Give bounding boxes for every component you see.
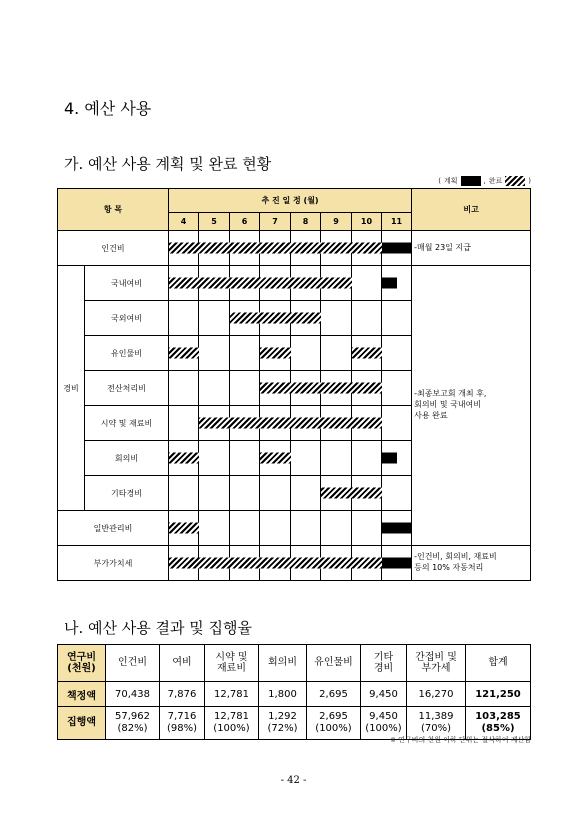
month-cell bbox=[199, 441, 230, 476]
row-label: 국내여비 bbox=[85, 266, 169, 301]
month-cell bbox=[291, 231, 321, 266]
month-cell bbox=[260, 406, 291, 441]
month-cell bbox=[321, 406, 352, 441]
row-label: 국외여비 bbox=[85, 301, 169, 336]
exec-rate: (82%) bbox=[117, 723, 148, 734]
schedule-row bbox=[58, 546, 531, 581]
month-cell bbox=[169, 406, 199, 441]
done-bar bbox=[169, 523, 199, 534]
row-label: 부가가치세 bbox=[58, 546, 169, 581]
legend-done-swatch bbox=[505, 176, 525, 186]
row-label: 일반관리비 bbox=[58, 511, 169, 546]
month-cell bbox=[291, 301, 321, 336]
month-cell bbox=[230, 371, 260, 406]
exec-row-label: 집행액 bbox=[58, 707, 106, 740]
month-cell bbox=[230, 476, 260, 511]
month-header: 8 bbox=[291, 213, 321, 231]
month-cell bbox=[382, 266, 412, 301]
month-cell bbox=[230, 511, 260, 546]
exec-rate: (70%) bbox=[420, 723, 452, 734]
month-cell bbox=[199, 476, 230, 511]
month-cell bbox=[260, 371, 291, 406]
month-cell bbox=[230, 231, 260, 266]
group-label: 경비 bbox=[58, 266, 85, 511]
month-header: 6 bbox=[230, 213, 260, 231]
month-cell bbox=[352, 511, 382, 546]
header-item: 항 목 bbox=[58, 189, 169, 231]
month-cell bbox=[352, 441, 382, 476]
month-header: 4 bbox=[169, 213, 199, 231]
schedule-row bbox=[58, 266, 531, 301]
month-header: 5 bbox=[199, 213, 230, 231]
row-label: 회의비 bbox=[85, 441, 169, 476]
month-cell bbox=[169, 336, 199, 371]
month-cell bbox=[230, 301, 260, 336]
exec-value bbox=[106, 707, 160, 740]
done-bar bbox=[169, 453, 199, 464]
month-cell bbox=[169, 511, 199, 546]
month-cell bbox=[321, 441, 352, 476]
row-label: 기타경비 bbox=[85, 476, 169, 511]
schedule-table bbox=[57, 188, 531, 581]
row-label: 인건비 bbox=[58, 231, 169, 266]
month-header: 7 bbox=[260, 213, 291, 231]
month-cell bbox=[291, 336, 321, 371]
month-cell bbox=[321, 476, 352, 511]
month-cell bbox=[260, 231, 291, 266]
month-cell bbox=[291, 371, 321, 406]
month-cell bbox=[230, 266, 260, 301]
exec-amount: 2,695 bbox=[319, 711, 348, 722]
month-cell bbox=[260, 546, 291, 581]
month-cell bbox=[321, 511, 352, 546]
month-cell bbox=[260, 511, 291, 546]
month-header: 11 bbox=[382, 213, 412, 231]
subsection-title-result: 나. 예산 사용 결과 및 집행율 bbox=[64, 619, 252, 637]
month-cell bbox=[199, 546, 230, 581]
footnote: ※ 연구비의 천원 이하 단위는 절삭하여 계산함 bbox=[390, 736, 531, 744]
section-title: 4. 예산 사용 bbox=[64, 99, 152, 118]
result-column-header: 시약 및 재료비 bbox=[205, 645, 259, 682]
month-cell bbox=[352, 266, 382, 301]
month-cell bbox=[169, 371, 199, 406]
month-cell bbox=[382, 231, 412, 266]
exec-amount: 103,285 bbox=[475, 711, 521, 722]
exec-value bbox=[259, 707, 307, 740]
month-cell bbox=[352, 336, 382, 371]
subsection-title-plan: 가. 예산 사용 계획 및 완료 현황 bbox=[64, 155, 272, 173]
plan-value: 16,270 bbox=[407, 682, 466, 707]
plan-value: 12,781 bbox=[205, 682, 259, 707]
result-column-header: 유인물비 bbox=[307, 645, 361, 682]
exec-amount: 7,716 bbox=[167, 711, 197, 722]
month-cell bbox=[321, 266, 352, 301]
plan-bar bbox=[382, 243, 412, 254]
plan-bar bbox=[382, 278, 397, 289]
month-cell bbox=[291, 476, 321, 511]
result-column-header: 기타 경비 bbox=[361, 645, 407, 682]
row-label: 전산처리비 bbox=[85, 371, 169, 406]
exec-rate: (98%) bbox=[166, 723, 198, 734]
exec-amount: 11,389 bbox=[418, 711, 454, 722]
plan-value: 1,800 bbox=[259, 682, 307, 707]
month-cell bbox=[199, 301, 230, 336]
month-cell bbox=[169, 441, 199, 476]
remark-cell bbox=[412, 231, 531, 266]
month-cell bbox=[199, 266, 230, 301]
result-column-header: 인건비 bbox=[106, 645, 160, 682]
month-cell bbox=[321, 371, 352, 406]
exec-amount: 9,450 bbox=[369, 711, 398, 722]
exec-rate: (72%) bbox=[267, 723, 298, 734]
month-cell bbox=[199, 231, 230, 266]
month-cell bbox=[291, 441, 321, 476]
remark-line: 회의비 및 국내여비 bbox=[414, 400, 482, 410]
month-cell bbox=[291, 511, 321, 546]
month-cell bbox=[382, 371, 412, 406]
month-cell bbox=[352, 476, 382, 511]
month-cell bbox=[291, 406, 321, 441]
month-cell bbox=[382, 441, 412, 476]
month-cell bbox=[352, 301, 382, 336]
month-cell bbox=[169, 266, 199, 301]
exec-rate: (100%) bbox=[213, 723, 250, 734]
exec-amount: 1,292 bbox=[268, 711, 297, 722]
exec-rate: (100%) bbox=[315, 723, 352, 734]
result-column-header: 합계 bbox=[466, 645, 531, 682]
plan-bar bbox=[382, 523, 412, 534]
month-cell bbox=[382, 336, 412, 371]
result-column-header: 여비 bbox=[160, 645, 205, 682]
plan-bar bbox=[382, 558, 412, 569]
plan-bar bbox=[382, 453, 397, 464]
month-cell bbox=[321, 336, 352, 371]
done-bar bbox=[260, 348, 291, 359]
remark-cell bbox=[412, 546, 531, 581]
month-cell bbox=[382, 476, 412, 511]
month-cell bbox=[260, 301, 291, 336]
month-cell bbox=[352, 406, 382, 441]
header-schedule: 추 진 일 정 (월) bbox=[169, 189, 412, 213]
plan-value: 9,450 bbox=[361, 682, 407, 707]
page-number: - 42 - bbox=[280, 775, 307, 786]
remark-line: -매월 23일 지급 bbox=[414, 242, 471, 252]
remark-line: 등의 10% 자동처리 bbox=[414, 563, 484, 572]
month-cell bbox=[382, 406, 412, 441]
month-cell bbox=[199, 371, 230, 406]
month-cell bbox=[260, 441, 291, 476]
month-cell bbox=[260, 266, 291, 301]
done-bar bbox=[169, 348, 199, 359]
month-cell bbox=[260, 476, 291, 511]
month-cell bbox=[382, 546, 412, 581]
legend-done-label: 완료 bbox=[488, 177, 503, 185]
month-cell bbox=[199, 406, 230, 441]
month-cell bbox=[382, 511, 412, 546]
legend-plan-label: 계획 bbox=[443, 177, 458, 185]
month-cell bbox=[169, 231, 199, 266]
month-cell bbox=[321, 546, 352, 581]
exec-value bbox=[205, 707, 259, 740]
exec-rate: (100%) bbox=[365, 723, 402, 734]
month-cell bbox=[230, 406, 260, 441]
row-label: 시약 및 재료비 bbox=[85, 406, 169, 441]
month-cell bbox=[169, 546, 199, 581]
result-column-header: 연구비 (천원) bbox=[58, 645, 106, 682]
month-cell bbox=[321, 231, 352, 266]
remark-cell bbox=[412, 266, 531, 546]
exec-value bbox=[160, 707, 205, 740]
remark-line: -최종보고회 개최 후, bbox=[414, 389, 487, 399]
plan-value: 121,250 bbox=[466, 682, 531, 707]
remark-line: -인건비, 회의비, 재료비 bbox=[414, 552, 497, 562]
exec-amount: 57,962 bbox=[115, 711, 150, 722]
legend: ( 계획 , 완료 ) bbox=[438, 177, 531, 185]
month-cell bbox=[291, 266, 321, 301]
plan-value: 7,876 bbox=[160, 682, 205, 707]
remark-line: 사용 완료 bbox=[414, 410, 448, 420]
month-cell bbox=[321, 301, 352, 336]
month-cell bbox=[352, 231, 382, 266]
month-cell bbox=[230, 336, 260, 371]
exec-value bbox=[307, 707, 361, 740]
result-column-header: 회의비 bbox=[259, 645, 307, 682]
legend-plan-swatch bbox=[461, 176, 481, 186]
done-bar bbox=[260, 453, 291, 464]
month-cell bbox=[382, 301, 412, 336]
plan-row-label: 책정액 bbox=[58, 682, 106, 707]
month-cell bbox=[230, 546, 260, 581]
header-remark: 비고 bbox=[412, 189, 531, 231]
month-header: 10 bbox=[352, 213, 382, 231]
plan-value: 2,695 bbox=[307, 682, 361, 707]
result-table bbox=[57, 644, 531, 740]
result-column-header: 간접비 및 부가세 bbox=[407, 645, 466, 682]
row-label: 유인물비 bbox=[85, 336, 169, 371]
month-cell bbox=[169, 301, 199, 336]
exec-amount: 12,781 bbox=[214, 711, 249, 722]
month-cell bbox=[352, 371, 382, 406]
month-cell bbox=[199, 336, 230, 371]
plan-value: 70,438 bbox=[106, 682, 160, 707]
month-cell bbox=[291, 546, 321, 581]
month-cell bbox=[199, 511, 230, 546]
done-bar bbox=[352, 348, 382, 359]
exec-rate: (85%) bbox=[481, 723, 515, 734]
month-cell bbox=[260, 336, 291, 371]
schedule-row bbox=[58, 231, 531, 266]
month-header: 9 bbox=[321, 213, 352, 231]
month-cell bbox=[169, 476, 199, 511]
month-cell bbox=[230, 441, 260, 476]
month-cell bbox=[352, 546, 382, 581]
